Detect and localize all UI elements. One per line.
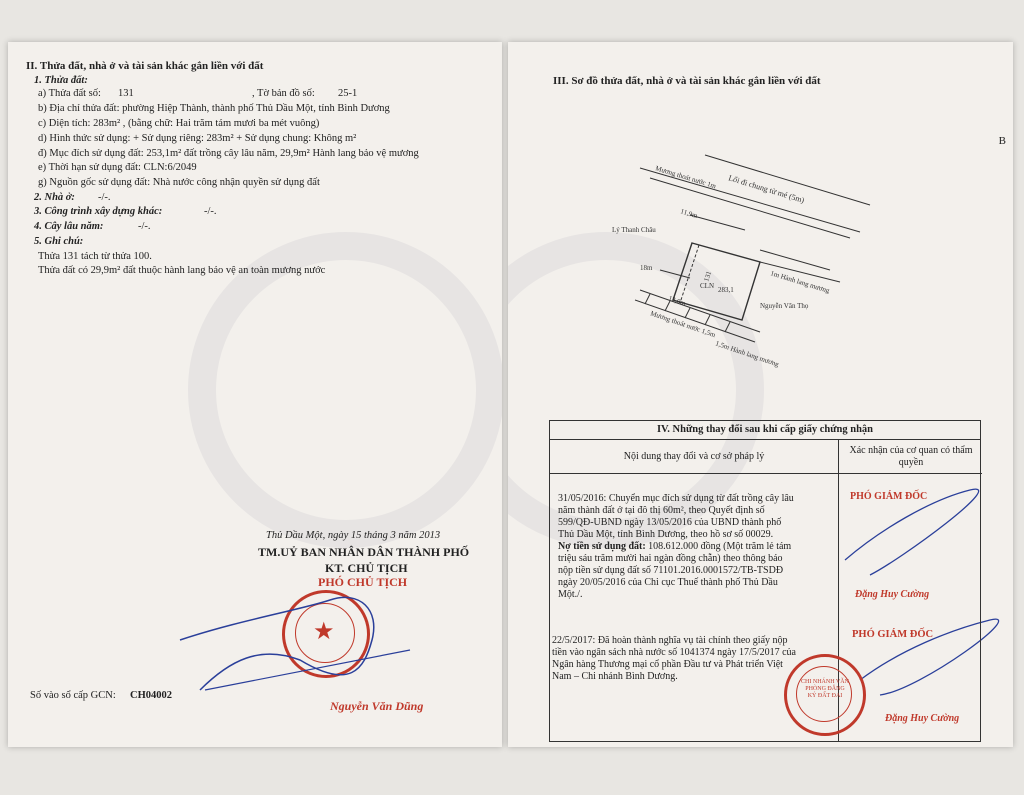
parcel-number-value: 131: [118, 88, 134, 99]
kt-chairman: KT. CHỦ TỊCH: [325, 561, 408, 575]
note-line-2: Thửa đất có 29,9m² đất thuộc hành lang bảo vệ an toàn mương nước: [38, 265, 326, 276]
stamp2-title: PHÓ GIÁM ĐỐC: [852, 629, 934, 640]
parcel-number-label: a) Thửa đất số:: [38, 88, 101, 99]
vice-chairman-title: PHÓ CHỦ TỊCH: [318, 575, 408, 589]
map-shared-path: Lối đi chung từ mé (5m): [727, 173, 806, 205]
entry1-line9: Một./.: [558, 589, 583, 600]
col-content-header: Nội dung thay đổi và cơ sở pháp lý: [623, 451, 765, 462]
stamp1-signer: Đặng Huy Cường: [855, 589, 930, 600]
star-icon: ★: [313, 619, 335, 645]
entry2-line2: tiền vào ngân sách nhà nước số 1041374 ngày 17/5/2017 của: [552, 647, 796, 658]
entry2-line4: Nam – Chi nhánh Bình Dương.: [552, 671, 678, 682]
entry1-line6: triệu sáu trăm mười hai ngàn đồng chẵn) theo thông báo: [558, 553, 783, 564]
entry1-line1: 31/05/2016: Chuyển mục đích sử dụng từ đất trồng cây lâu: [558, 493, 794, 504]
map-dim-top: 11,9m: [679, 207, 699, 221]
section-3-heading: 3. Công trình xây dựng khác:: [34, 206, 163, 217]
entry1-line8: ngày 20/05/2016 của Chi cục Thuế thành phố Thủ Dầu: [558, 577, 778, 588]
stamp2-signer: Đặng Huy Cường: [885, 713, 960, 724]
section-5-heading: 5. Ghi chú:: [34, 236, 84, 247]
map-north-road: Mương thoát nước 1m: [654, 164, 718, 191]
land-use-purpose: đ) Mục đích sử dụng đất: 253,1m² đất trồng cây lâu năm, 29,9m² Hành lang bảo vệ mương: [38, 148, 419, 159]
issue-date: Thủ Dầu Một, ngày 15 tháng 3 năm 2013: [266, 530, 441, 541]
col-confirmation-header: Xác nhận của cơ quan có thẩm quyền: [849, 445, 973, 468]
entry1-line5: [558, 541, 791, 553]
north-channel-line: [640, 168, 860, 232]
map-parcel-no: 131: [702, 270, 714, 283]
map-south-road: Mương thoát nước 1,5m: [649, 309, 717, 340]
section-ii-title: II. Thửa đất, nhà ở và tài sản khác gắn liền với đất: [26, 60, 264, 72]
parcel-address: b) Địa chỉ thửa đất: phường Hiệp Thành, thành phố Thủ Dầu Một, tỉnh Bình Dương: [38, 103, 390, 114]
usage-form: d) Hình thức sử dụng: + Sử dụng riêng: 283m² + Sử dụng chung: Không m²: [38, 133, 357, 144]
section-2-heading: 2. Nhà ở:: [34, 192, 75, 203]
stamp1-title: PHÓ GIÁM ĐỐC: [850, 491, 928, 502]
section-4-heading: 4. Cây lâu năm:: [34, 221, 104, 232]
map-sheet-label: , Tờ bản đồ số:: [252, 88, 315, 99]
committee-title: TM.UỶ BAN NHÂN DÂN THÀNH PHỐ: [258, 545, 470, 559]
entry1-line4: Thủ Dầu Một, tỉnh Bình Dương, theo hồ sơ số 00029.: [558, 529, 774, 540]
entry2-line1: 22/5/2017: Đã hoàn thành nghĩa vụ tài chính theo giấy nộp: [552, 635, 788, 646]
debt-label: Nợ tiền sử dụng đất:: [558, 541, 646, 552]
section-3-value: -/-.: [204, 206, 217, 217]
map-neighbor-left: Lý Thanh Châu: [612, 226, 656, 234]
parcel-polygon: [673, 243, 760, 320]
land-origin: g) Nguồn gốc sử dụng đất: Nhà nước công nhận quyền sử dụng đất: [38, 177, 320, 188]
b-mark: B: [998, 135, 1006, 147]
map-cln: CLN: [700, 282, 714, 290]
map-dim-bottom: 12,0m: [667, 294, 687, 308]
debt-value: 108.612.000 đồng (Một trăm lẻ tám: [645, 541, 792, 552]
map-area: 283,1: [718, 286, 734, 294]
section-2-value: -/-.: [98, 192, 111, 203]
note-line-1: Thửa 131 tách từ thửa 100.: [38, 251, 152, 262]
official-seal-right: [784, 654, 866, 736]
entry2-line3: Ngân hàng Thương mại cổ phần Đầu tư và Phát triển Việt: [552, 659, 783, 670]
parcel-area: c) Diện tích: 283m² , (bằng chữ: Hai trăm tám mươi ba mét vuông): [38, 118, 320, 129]
seal-right-text: CHI NHÁNH VĂN PHÒNG ĐĂNG KÝ ĐẤT ĐAI: [801, 679, 849, 699]
usage-term: e) Thời hạn sử dụng đất: CLN:6/2049: [38, 162, 197, 173]
changes-table: [549, 420, 981, 742]
registration-number: CH04002: [130, 690, 172, 701]
map-corridor-right: 1m Hành lang mương: [769, 269, 831, 295]
signer-name-left: Nguyễn Văn Dũng: [330, 699, 424, 713]
entry1-line7: nộp tiền sử dụng đất số 71101.2016.0001572/TB-TSDĐ: [558, 565, 784, 576]
map-dim-left: 18m: [640, 264, 653, 272]
changes-table-title: IV. Những thay đổi sau khi cấp giấy chứng nhận: [550, 421, 980, 440]
map-neighbor-right: Nguyễn Văn Thọ: [760, 302, 809, 310]
map-sheet-value: 25-1: [338, 88, 358, 99]
registration-label: Số vào sổ cấp GCN:: [30, 690, 116, 701]
section-4-value: -/-.: [138, 221, 151, 232]
entry1-line3: 599/QĐ-UBND ngày 13/05/2016 của UBND thành phố: [558, 517, 782, 528]
section-iii-title: III. Sơ đồ thửa đất, nhà ở và tài sản khác gắn liền với đất: [553, 75, 821, 87]
section-1-heading: 1. Thửa đất:: [34, 75, 88, 86]
map-south-corridor: 1,5m Hành lang mương: [714, 339, 780, 369]
entry1-line2: năm thành đất ở tại đô thị 60m², theo Quyết định số: [558, 505, 765, 516]
